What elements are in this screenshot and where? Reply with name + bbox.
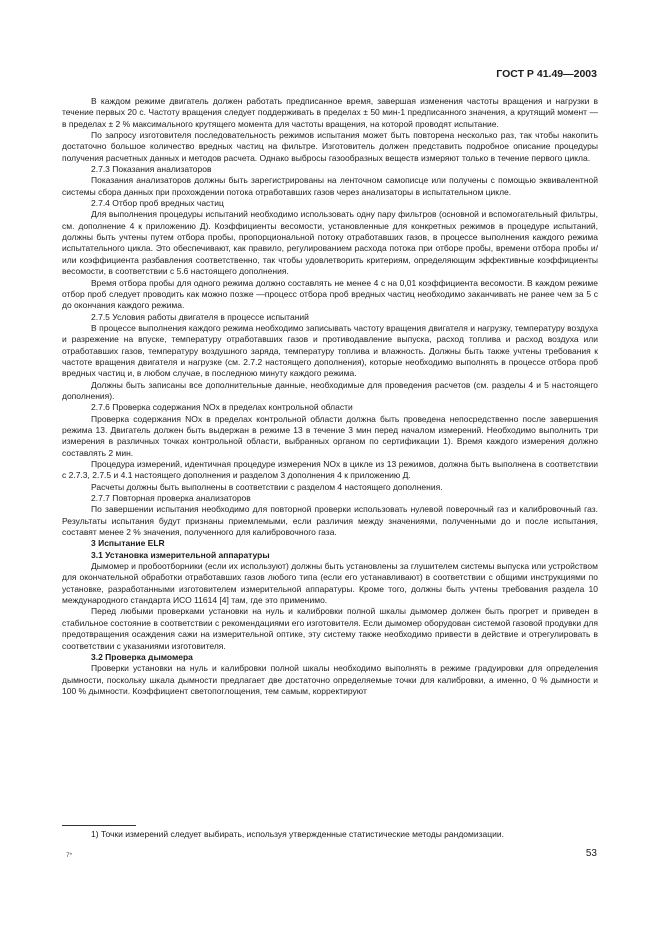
section-heading: 2.7.6 Проверка содержания NOx в пределах контрольной области	[91, 402, 353, 413]
paragraph: Проверки установки на нуль и калибровки полной шкалы необходимо выполнять в режиме градуировки для определения дымности, поскольку шкала дымности предлагает две достаточно определяемые точки для калибровки, а именно, 0 % дымности и 100 % дымности. Коэффициент светопоглощения, тем самым, корректируют	[62, 663, 598, 696]
footnote-marker: 1)	[91, 829, 99, 839]
paragraph: Должны быть записаны все дополнительные данные, необходимые для проведения расчетов (см. разделы 4 и 5 настоящего дополнения).	[62, 379, 598, 401]
paragraph: По завершении испытания необходимо для повторной проверки использовать нулевой поверочный газ и калибровочный газ. Результаты испытания будут признаны приемлемыми, если различия между значениями, полученными до и после испытания, составят менее 2 % значения, полученного для калибровочного газа.	[62, 504, 598, 538]
section-heading: 2.7.4 Отбор проб вредных частиц	[91, 198, 224, 209]
paragraph: Для выполнения процедуры испытаний необходимо использовать одну пару фильтров (основной и вспомогательный фильтры, см. дополнение 4 к приложению Д). Коэффициенты весомости, установленные для конкретных режимов в процедуре испытаний, должны быть учтены путем отбора пробы, пропорциональной потоку отработавших газов, в процессе выполнения каждого режима испытательного цикла. Это обеспечивают, как правило, регулированием расхода потока при отборе пробы, времени отбора пробы и/или коэффициента разбавления соответственно, так чтобы удовлетворить критериям, определяющим эффективные коэффициенты весомости, в соответствии с 5.6 настоящего дополнения.	[62, 209, 598, 277]
paragraph: Дымомер и пробоотборники (если их используют) должны быть установлены за глушителем системы выпуска или устройством для окончательной обработки отработавших газов любого типа (если его устанавливают) в соответствии с общими инструкциями по установке, разработанными изготовителем измерительной аппаратуры. Кроме того, должны быть учтены требования раздела 10 международного стандарта ИСО 11614 [4] там, где это применимо.	[62, 561, 598, 606]
footnote-separator	[62, 825, 136, 826]
footnote-text: Точки измерений следует выбирать, используя утвержденные статистические методы рандомизации.	[100, 829, 504, 839]
section-heading: 2.7.5 Условия работы двигателя в процессе испытаний	[91, 311, 309, 322]
paragraph: Перед любыми проверками установки на нуль и калибровки полной шкалы дымомер должен быть прогрет и приведен в стабильное состояние в соответствии с рекомендациями его изготовителя. Если дымомер оборудован системой газовой продувки для предотвращения осаждения сажи на измерительной оптике, эту систему также необходимо привести в действие и отрегулировать в соответствии с указаниями изготовителя.	[62, 606, 598, 651]
paragraph: По запросу изготовителя последовательность режимов испытания может быть повторена несколько раз, так чтобы накопить достаточно большое количество вредных частиц на фильтре. Изготовитель должен представить подробное описание процедуры получения расчетных данных и методов расчета. Однако выбросы газообразных веществ измеряют только в течение первого цикла.	[62, 130, 598, 163]
section-heading: 2.7.7 Повторная проверка анализаторов	[91, 493, 251, 504]
section-heading: 3 Испытание ELR	[91, 538, 165, 549]
document-body	[62, 96, 598, 697]
section-heading: 3.1 Установка измерительной аппаратуры	[91, 549, 270, 560]
paragraph: Показания анализаторов должны быть зарегистрированы на ленточном самописце или получены с помощью эквивалентной системы сбора данных при прохождении потока отработавших газов через анализаторы в испытательном цикле.	[62, 175, 598, 197]
paragraph: В каждом режиме двигатель должен работать предписанное время, завершая изменения частоты вращения и нагрузки в течение первых 20 с. Частоту вращения следует поддерживать в пределах ± 50 мин-1 предписанного значения, а крутящий момент — в пределах ± 2 % максимального крутящего момента для частоты вращения, на которой проводят испытание.	[62, 96, 598, 129]
page-number: 53	[585, 848, 597, 859]
signature-mark: 7*	[66, 852, 73, 859]
section-heading: 3.2 Проверка дымомера	[91, 651, 193, 662]
paragraph: В процессе выполнения каждого режима необходимо записывать частоту вращения двигателя и нагрузку, температуру воздуха и разрежение на впуске, температуру отработавших газов и противодавление выпуска, расход топлива и расход воздуха или отработавших газов, температуру воздушного заряда, температуру топлива и влажность. Должны быть также учтены требования к частоте вращения двигателя и нагрузке (см. 2.7.2 настоящего дополнения), которые необходимо выполнять в процессе отбора проб вредных частиц и, в любом случае, в последнюю минуту каждого режима.	[62, 322, 598, 379]
footnote	[62, 829, 598, 840]
standard-id: ГОСТ Р 41.49—2003	[496, 68, 597, 80]
paragraph: Расчеты должны быть выполнены в соответствии с разделом 4 настоящего дополнения.	[91, 481, 443, 492]
paragraph: Процедура измерений, идентичная процедуре измерения NOx в цикле из 13 режимов, должна быть выполнена в соответствии с 2.7.3, 2.7.5 и 4.1 настоящего дополнения и разделом 3 дополнения 4 к приложению Д.	[62, 459, 598, 481]
section-heading: 2.7.3 Показания анализаторов	[91, 164, 212, 175]
paragraph: Проверка содержания NOx в пределах контрольной области должна быть проведена непосредственно после завершения режима 13. Двигатель должен быть выдержан в режиме 13 в течение 3 мин перед началом измерений. Необходимо выполнить три измерения в различных точках контрольной области, выбранных органом по сертификации 1). Время каждого измерения должно составлять 2 мин.	[62, 413, 598, 458]
paragraph: Время отбора пробы для одного режима должно составлять не менее 4 с на 0,01 коэффициента весомости. В каждом режиме отбор проб следует проводить как можно позже —процесс отбора проб вредных частиц необходимо заканчивать не ранее чем за 5 с до окончания каждого режима.	[62, 277, 598, 311]
